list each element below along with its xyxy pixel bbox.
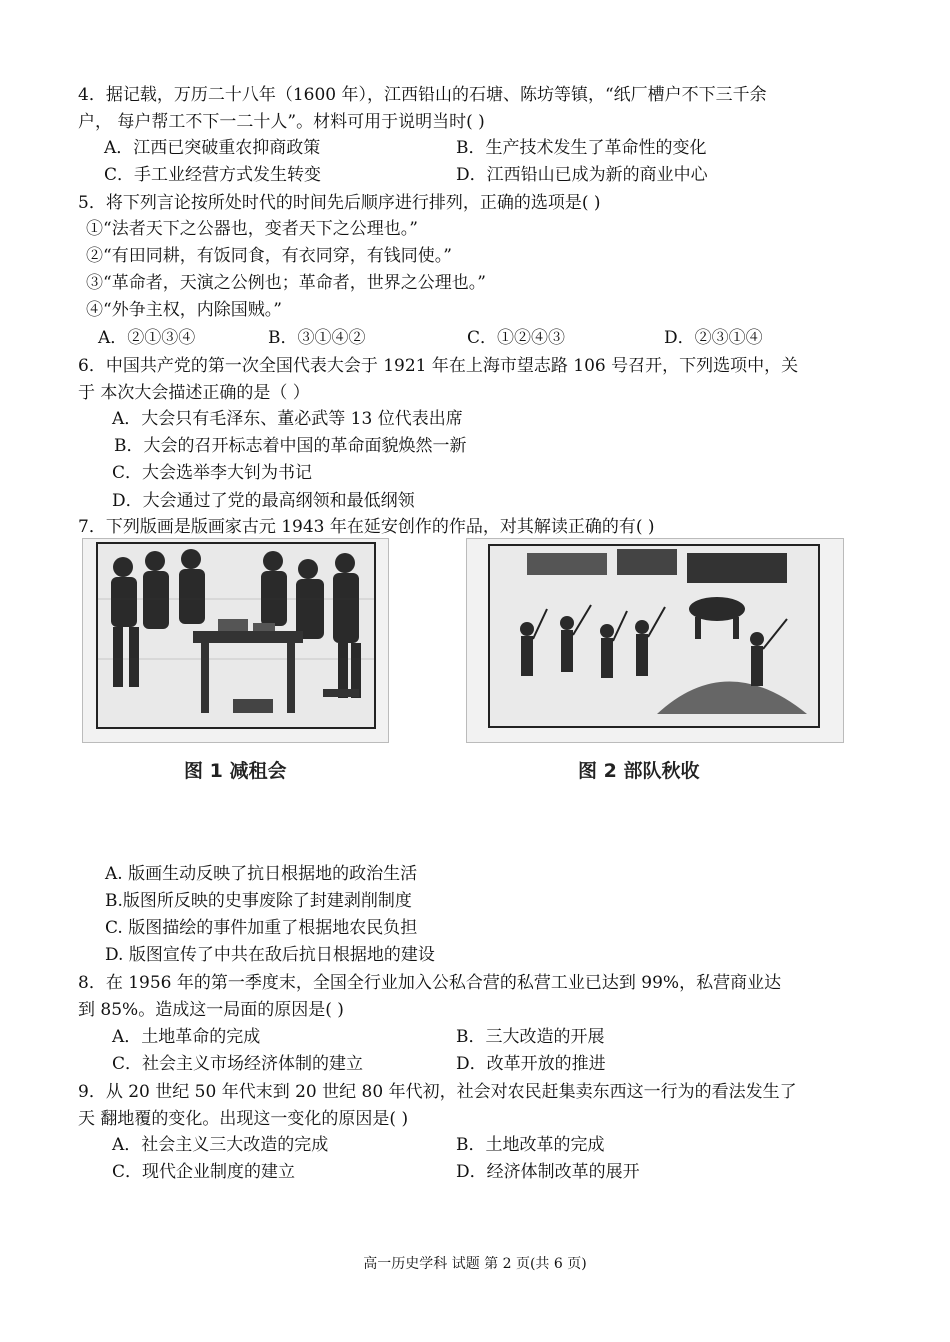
q4-stem-line2: 户， 每户帮工不下一二十人”。材料可用于说明当时( ) <box>78 112 485 132</box>
q6-stem-line2: 于 本次大会描述正确的是（ ） <box>78 383 310 403</box>
q5-statement-1: ①“法者天下之公器也，变者天下之公理也。” <box>86 219 418 239</box>
q7-option-a: A. 版画生动反映了抗日根据地的政治生活 <box>105 864 418 884</box>
page-footer: 高一历史学科 试题 第 2 页(共 6 页) <box>363 1256 587 1272</box>
q5-option-c: C．①②④③ <box>467 328 566 348</box>
q8-option-a: A．土地革命的完成 <box>112 1027 261 1047</box>
q5-option-b: B．③①④② <box>268 328 366 348</box>
q9-stem-line2: 天 翻地覆的变化。出现这一变化的原因是( ) <box>78 1109 409 1129</box>
q5-option-d: D．②③①④ <box>664 328 763 348</box>
q9-option-d: D．经济体制改革的展开 <box>456 1162 640 1182</box>
figure-1-woodcut <box>82 538 389 743</box>
q4-stem-line1: 4．据记载，万历二十八年（1600 年），江西铅山的石塘、陈坊等镇，“纸厂槽户不下三千余 <box>78 85 767 105</box>
q8-option-b: B．三大改造的开展 <box>456 1027 605 1047</box>
q4-option-c: C．手工业经营方式发生转变 <box>104 165 322 185</box>
q5-option-a: A．②①③④ <box>98 328 196 348</box>
q9-option-a: A．社会主义三大改造的完成 <box>112 1135 329 1155</box>
q7-option-d: D. 版图宣传了中共在敌后抗日根据地的建设 <box>105 945 435 965</box>
q4-option-a: A．江西已突破重农抑商政策 <box>104 138 321 158</box>
q6-option-d: D．大会通过了党的最高纲领和最低纲领 <box>112 491 415 511</box>
q7-stem: 7．下列版画是版画家古元 1943 年在延安创作的作品，对其解读正确的有( ) <box>78 517 655 537</box>
q8-stem-line2: 到 85%。造成这一局面的原因是( ) <box>78 1000 344 1020</box>
q5-statement-2: ②“有田同耕，有饭同食，有衣同穿，有钱同使。” <box>86 246 452 266</box>
q7-option-b: B.版图所反映的史事废除了封建剥削制度 <box>105 891 412 911</box>
q8-option-c: C．社会主义市场经济体制的建立 <box>112 1054 364 1074</box>
q8-option-d: D．改革开放的推进 <box>456 1054 606 1074</box>
q6-option-b: B．大会的召开标志着中国的革命面貌焕然一新 <box>114 436 467 456</box>
figure-2-woodcut-art <box>467 539 843 742</box>
q5-statement-4: ④“外争主权，内除国贼。” <box>86 300 282 320</box>
q6-option-c: C．大会选举李大钊为书记 <box>112 463 313 483</box>
q8-stem-line1: 8．在 1956 年的第一季度末，全国全行业加入公私合营的私营工业已达到 99%，私营商业达 <box>78 973 782 993</box>
figure-2-caption: 图 2 部队秋收 <box>578 760 700 782</box>
q6-stem-line1: 6．中国共产党的第一次全国代表大会于 1921 年在上海市望志路 106 号召开，下列选项中，关 <box>78 356 799 376</box>
q9-stem-line1: 9．从 20 世纪 50 年代末到 20 世纪 80 年代初，社会对农民赶集卖东西这一行为的看法发生了 <box>78 1082 797 1102</box>
q9-option-b: B．土地改革的完成 <box>456 1135 605 1155</box>
q7-option-c: C. 版图描绘的事件加重了根据地农民负担 <box>105 918 418 938</box>
figure-1-caption: 图 1 减租会 <box>184 760 287 782</box>
q5-stem: 5．将下列言论按所处时代的时间先后顺序进行排列，正确的选项是( ) <box>78 193 601 213</box>
q5-statement-3: ③“革命者，天演之公例也；革命者，世界之公理也。” <box>86 273 486 293</box>
q4-option-b: B．生产技术发生了革命性的变化 <box>456 138 707 158</box>
q4-option-d: D．江西铅山已成为新的商业中心 <box>456 165 708 185</box>
q9-option-c: C．现代企业制度的建立 <box>112 1162 296 1182</box>
q6-option-a: A．大会只有毛泽东、董必武等 13 位代表出席 <box>112 409 463 429</box>
figure-2-woodcut <box>466 538 844 743</box>
figure-1-woodcut-art <box>83 539 388 742</box>
